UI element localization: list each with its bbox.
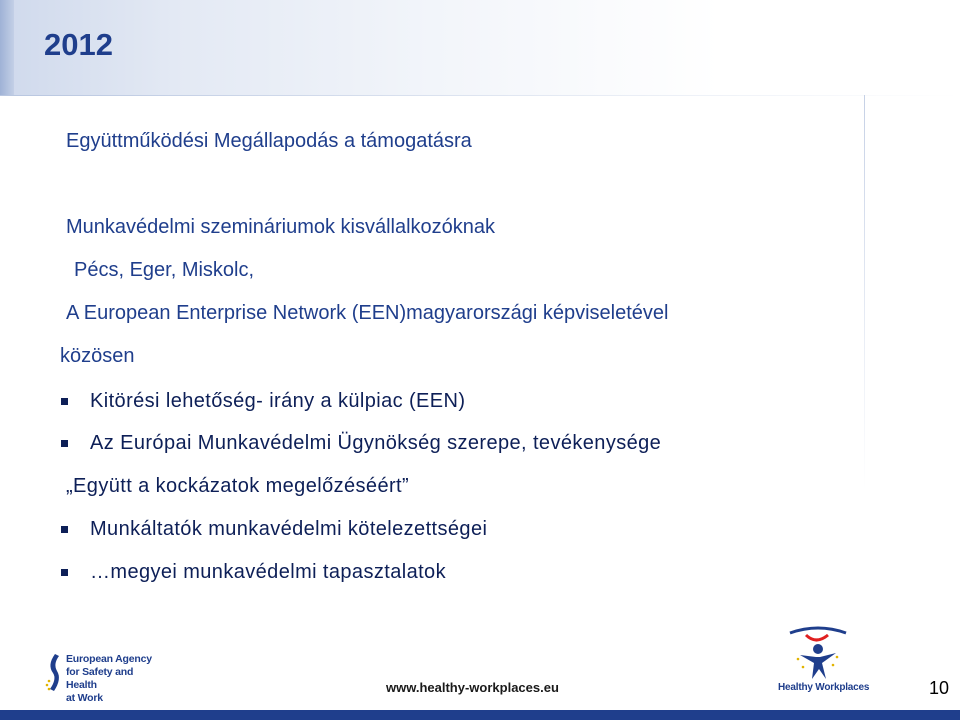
slide-title: 2012 <box>44 27 113 62</box>
een-line: A European Enterprise Network (EEN)magyarországi képviseletével <box>66 302 669 324</box>
logo-text-line: at Work <box>66 692 103 704</box>
healthy-workplaces-figure-icon <box>776 625 860 681</box>
bullet-square-icon <box>61 398 68 405</box>
seminars-line: Munkavédelmi szemináriumok kisvállalkozóknak <box>66 216 496 238</box>
website-url: www.healthy-workplaces.eu <box>386 680 559 695</box>
bullet-square-icon <box>61 569 68 576</box>
bullet-item: Kitörési lehetőség- irány a külpiac (EEN) <box>90 390 466 412</box>
page-number: 10 <box>928 678 950 698</box>
logo-text-line: for Safety and Health <box>66 666 134 691</box>
bullet-square-icon <box>61 526 68 533</box>
bullet-item: Munkáltatók munkavédelmi kötelezettségei <box>90 518 488 540</box>
eu-osha-logo <box>44 651 162 704</box>
header-band <box>0 0 960 95</box>
cities-line: Pécs, Eger, Miskolc, <box>74 259 255 281</box>
divider <box>864 95 865 490</box>
agreement-line: Együttműködési Megállapodás a támogatásra <box>66 130 472 152</box>
bullet-item: Az Európai Munkavédelmi Ügynökség szerepe, tevékenysége <box>90 432 662 454</box>
bullet-item: …megyei munkavédelmi tapasztalatok <box>90 561 446 583</box>
bottom-bar <box>0 710 960 720</box>
bullet-square-icon <box>61 440 68 447</box>
together-line: közösen <box>60 345 135 367</box>
quote-line: „Együtt a kockázatok megelőzéséért” <box>66 475 410 497</box>
eu-osha-emblem-icon <box>44 651 66 697</box>
logo-caption: Healthy Workplaces <box>778 682 870 693</box>
healthy-workplaces-logo <box>776 625 870 697</box>
logo-text-line: European Agency <box>66 653 152 665</box>
